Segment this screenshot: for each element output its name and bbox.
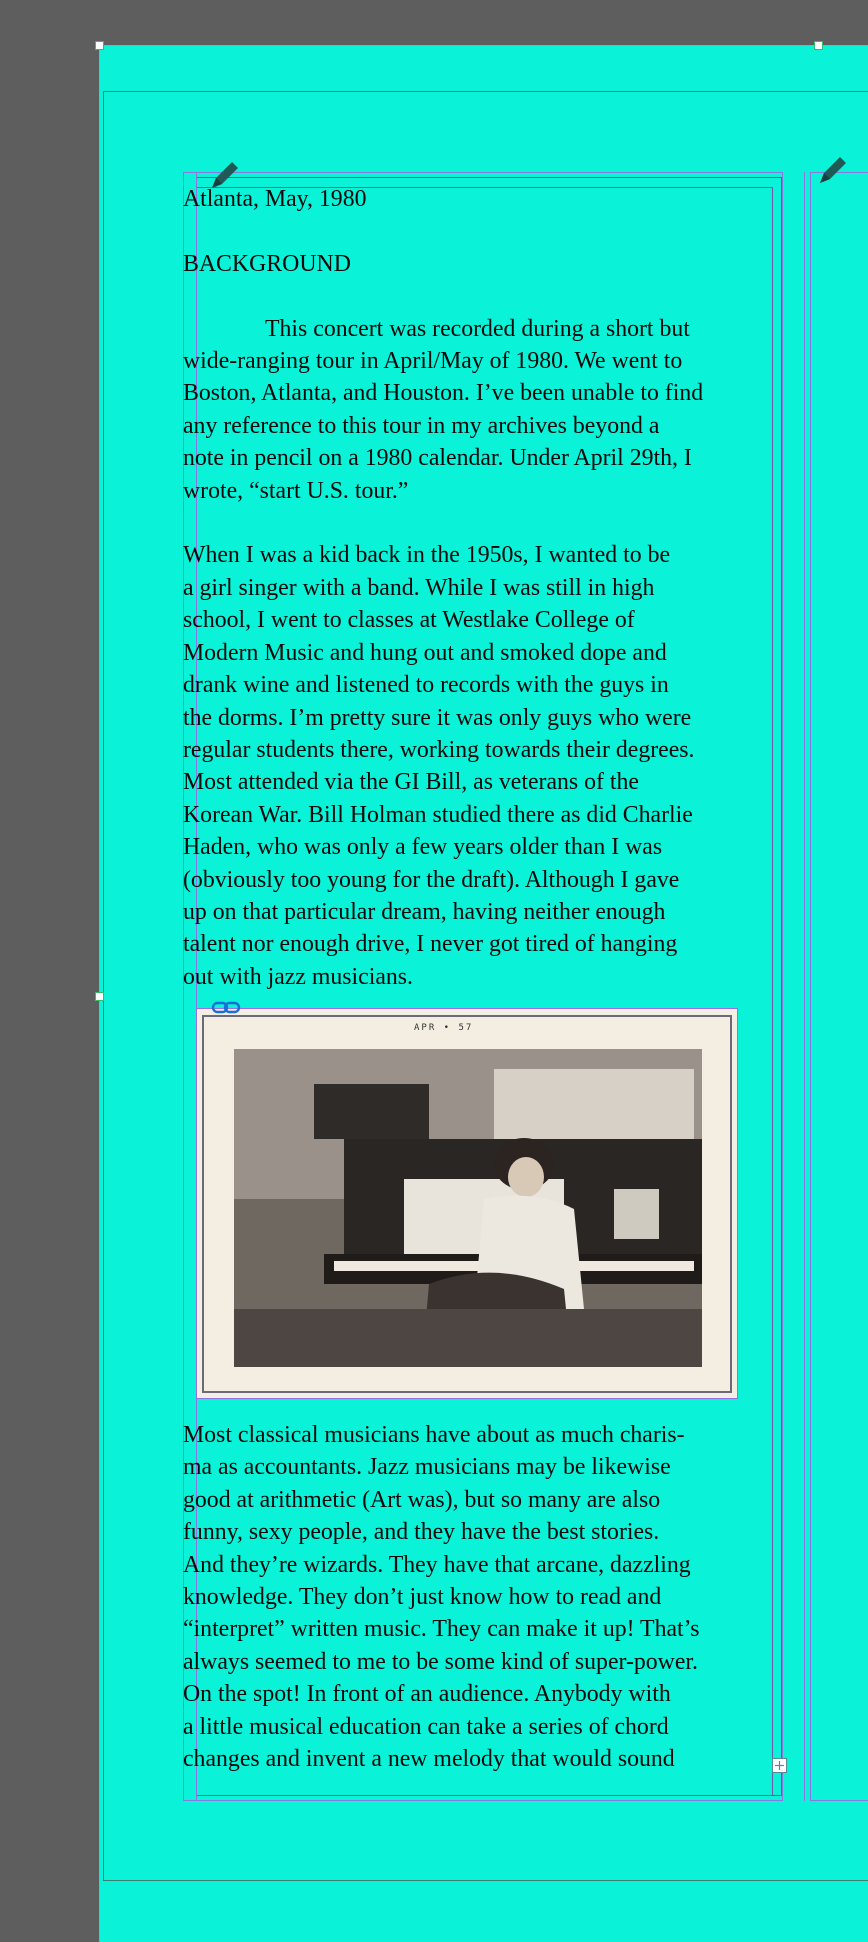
pencil-icon[interactable]	[816, 153, 850, 187]
paragraph-line: Modern Music and hung out and smoked dope and	[183, 639, 667, 666]
selection-handle-top-right[interactable]	[814, 41, 823, 50]
paragraph-line: changes and invent a new melody that would sound	[183, 1746, 675, 1773]
paragraph-line: up on that particular dream, having neither enough	[183, 898, 666, 925]
link-icon[interactable]	[211, 999, 241, 1017]
photo-image	[234, 1049, 702, 1367]
paragraph-line: (obviously too young for the draft). Although I gave	[183, 866, 680, 893]
section-heading: BACKGROUND	[183, 250, 351, 277]
blank-line	[183, 280, 783, 312]
place-date-heading: Atlanta, May, 1980	[183, 186, 367, 212]
photo-date-stamp: APR • 57	[414, 1023, 474, 1033]
selection-handle-top-left[interactable]	[95, 41, 104, 50]
paragraph-line: wide-ranging tour in April/May of 1980. We went to	[183, 348, 683, 375]
paragraph-line: the dorms. I’m pretty sure it was only guys who were	[183, 704, 692, 731]
selection-handle-middle-left[interactable]	[95, 992, 104, 1001]
paragraph-line: a little musical education can take a series of chord	[183, 1713, 669, 1740]
text-frame-out-port[interactable]	[772, 1758, 787, 1773]
paragraph-line: regular students there, working towards their degrees.	[183, 736, 695, 763]
paragraph-line: This concert was recorded during a short but	[265, 315, 690, 342]
paragraph-line: drank wine and listened to records with the guys in	[183, 672, 669, 699]
text-column-bottom[interactable]	[183, 1419, 783, 1775]
plus-icon	[773, 1759, 786, 1772]
paragraph-line: good at arithmetic (Art was), but so many are also	[183, 1486, 661, 1513]
paragraph-line: ma as accountants. Jazz musicians may be likewise	[183, 1454, 671, 1481]
paragraph-line: Boston, Atlanta, and Houston. I’ve been unable to find	[183, 380, 704, 407]
paragraph-line: any reference to this tour in my archives beyond a	[183, 412, 660, 439]
paragraph-line: a girl singer with a band. While I was still in high	[183, 574, 655, 601]
paragraph-line: school, I went to classes at Westlake College of	[183, 607, 635, 634]
paragraph-line: Most classical musicians have about as much charis-	[183, 1422, 685, 1448]
next-column-guide	[810, 172, 868, 1801]
paragraph-line: talent nor enough drive, I never got tired of hanging	[183, 931, 678, 958]
paragraph-line: note in pencil on a 1980 calendar. Under April 29th, I	[183, 445, 692, 472]
paragraph-line: Haden, who was only a few years older than I was	[183, 834, 663, 861]
paragraph-line: And they’re wizards. They have that arcane, dazzling	[183, 1551, 691, 1578]
paragraph-line: Most attended via the GI Bill, as veterans of the	[183, 769, 639, 796]
paragraph-line: funny, sexy people, and they have the best stories.	[183, 1519, 660, 1546]
paragraph-line: out with jazz musicians.	[183, 963, 413, 990]
paragraph-line: knowledge. They don’t just know how to read and	[183, 1584, 662, 1611]
blank-line	[183, 507, 783, 539]
photo-mount	[202, 1015, 732, 1393]
photo-frame[interactable]	[196, 1008, 738, 1399]
paragraph-line: always seemed to me to be some kind of super-power.	[183, 1648, 698, 1675]
paragraph-line: wrote, “start U.S. tour.”	[183, 477, 409, 504]
photo-scene	[234, 1049, 702, 1367]
paragraph-line: Korean War. Bill Holman studied there as did Charlie	[183, 801, 693, 828]
paragraph-line: “interpret” written music. They can make it up! That’s	[183, 1616, 700, 1643]
column-guide-line	[804, 172, 805, 1801]
blank-line	[183, 215, 783, 247]
text-column-top[interactable]	[183, 183, 783, 993]
paragraph-line: On the spot! In front of an audience. Anybody with	[183, 1681, 671, 1708]
paragraph-line: When I was a kid back in the 1950s, I wanted to be	[183, 542, 671, 569]
